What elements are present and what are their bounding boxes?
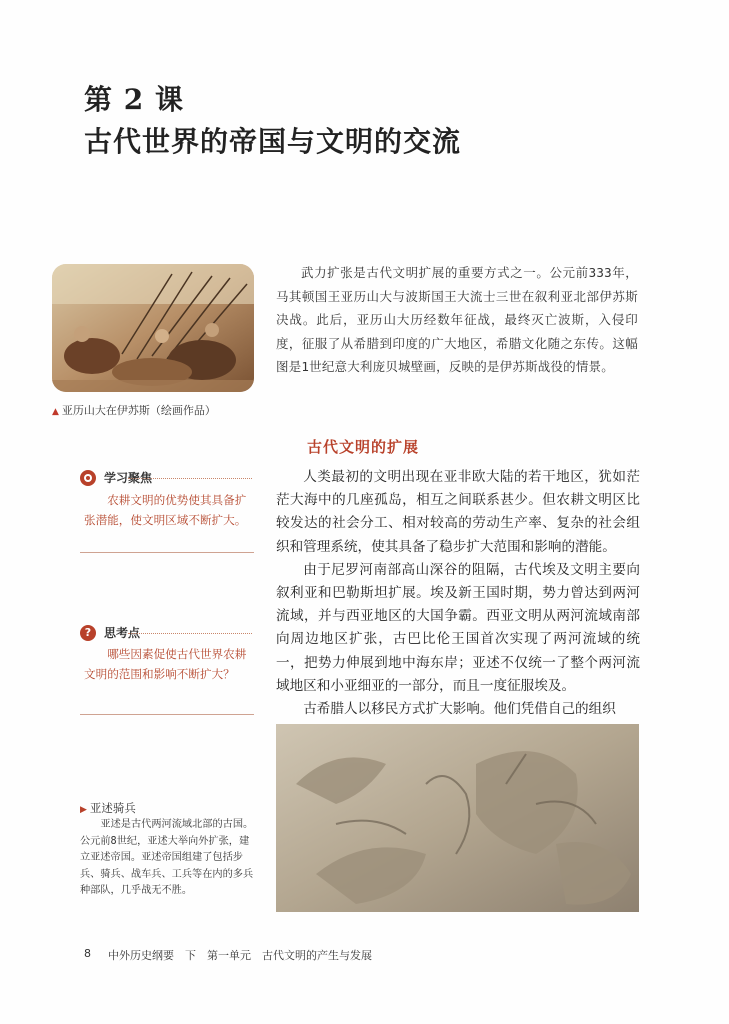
section-heading: 古代文明的扩展 xyxy=(307,438,420,456)
target-icon xyxy=(80,470,96,486)
assyrian-cavalry-relief-image xyxy=(276,724,639,912)
triangle-marker-icon: ▶ xyxy=(80,805,87,815)
think-point-label: 思考点 xyxy=(104,626,141,640)
cavalry-caption-text: 亚述是古代两河流域北部的古国。公元前8世纪，亚述大举向外扩张，建立亚述帝国。亚述帝国组建了包括步兵、骑兵、战车兵、工兵等在内的多兵种部队，几乎战无不胜。 xyxy=(80,819,254,896)
lesson-title: 古代世界的帝国与文明的交流 xyxy=(84,125,462,158)
divider xyxy=(128,478,252,479)
page-number: 8 xyxy=(84,947,91,960)
study-focus-text: 农耕文明的优势使其具备扩张潜能，使文明区域不断扩大。 xyxy=(84,493,247,527)
running-footer: 中外历史纲要 下 第一单元 古代文明的产生与发展 xyxy=(108,949,372,962)
alexander-mosaic-image xyxy=(52,264,254,392)
divider xyxy=(80,552,254,553)
triangle-marker-icon: ▲ xyxy=(52,407,59,417)
cavalry-caption-title xyxy=(80,800,136,816)
alexander-caption-text: 亚历山大在伊苏斯（绘画作品） xyxy=(61,404,216,417)
divider xyxy=(128,633,252,634)
think-point-text: 哪些因素促使古代世界农耕文明的范围和影响不断扩大？ xyxy=(84,647,247,681)
intro-paragraph: 武力扩张是古代文明扩展的重要方式之一。公元前333年，马其顿国王亚历山大与波斯国王大流士三世在叙利亚北部伊苏斯决战。此后，亚历山大历经数年征战，最终灭亡波斯，入侵印度，征服了从希腊到印度的广大地区，希腊文化随之东传。这幅图是1世纪意大利庞贝城壁画，反映的是伊苏斯战役的情景。 xyxy=(276,265,638,374)
body-paragraph: 由于尼罗河南部高山深谷的阻隔，古代埃及文明主要向叙利亚和巴勒斯坦扩展。埃及新王国时期，势力曾达到两河流域，并与西亚地区的大国争霸。西亚文明从两河流域南部向周边地区扩张，古巴比伦王国首次实现了两河流域的统一，把势力伸展到地中海东岸；亚述不仅统一了整个两河流域地区和小亚细亚的一部分，而且一度征服埃及。 xyxy=(276,561,640,694)
body-paragraph: 人类最初的文明出现在亚非欧大陆的若干地区，犹如茫茫大海中的几座孤岛，相互之间联系甚少。但农耕文明区比较发达的社会分工、相对较高的劳动生产率、复杂的社会组织和管理系统，使其具备了稳步扩大范围和影响的潜能。 xyxy=(276,469,640,555)
question-icon: ? xyxy=(80,625,96,641)
body-paragraph: 古希腊人以移民方式扩大影响。他们凭借自己的组织 xyxy=(303,701,616,718)
alexander-caption xyxy=(52,402,216,418)
cavalry-title-text: 亚述骑兵 xyxy=(89,801,136,815)
study-focus-label: 学习聚焦 xyxy=(104,471,153,485)
lesson-number: 第 2 课 xyxy=(84,83,184,116)
divider xyxy=(80,714,254,715)
section-body xyxy=(276,466,640,721)
